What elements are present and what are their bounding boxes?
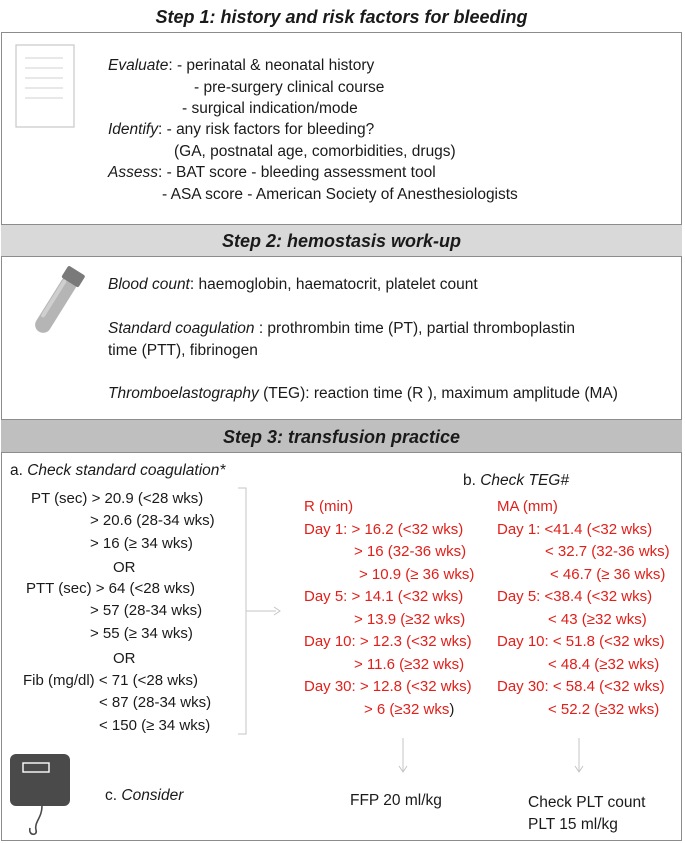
evaluate-line-2: - pre-surgery clinical course (194, 79, 385, 96)
blood-count-line: Blood count: haemoglobin, haematocrit, platelet count (108, 276, 478, 293)
coag-line: > 16 (≥ 34 wks) (90, 535, 193, 552)
evaluate-line-1: Evaluate: - perinatal & neonatal history (108, 57, 375, 74)
bracket-connector (236, 486, 286, 738)
blood-bag-icon (8, 752, 78, 838)
step2-title: Step 2: hemostasis work-up (1, 224, 682, 257)
r-line: > 10.9 (≥ 36 wks) (359, 566, 475, 583)
coag-line: > 57 (28-34 wks) (90, 602, 203, 619)
assess-line-1: Assess: - BAT score - bleeding assessment tool (108, 164, 436, 181)
r-line: Day 5: > 14.1 (<32 wks) (304, 588, 464, 605)
consider-heading: c. Consider (105, 787, 184, 804)
identify-line-2: (GA, postnatal age, comorbidities, drugs) (174, 143, 456, 160)
r-line: Day 10: > 12.3 (<32 wks) (304, 633, 472, 650)
coag-line: < 87 (28-34 wks) (99, 694, 212, 711)
teg-line: Thromboelastography (TEG): reaction time (R ), maximum amplitude (MA) (108, 385, 618, 402)
ma-line: MA (mm) (497, 498, 558, 515)
coag-or: OR (113, 650, 136, 667)
ma-line: < 48.4 (≥32 wks) (548, 656, 660, 673)
coag-line: Fib (mg/dl) < 71 (<28 wks) (23, 672, 199, 689)
coag-or: OR (113, 559, 136, 576)
r-line: > 13.9 (≥32 wks) (354, 611, 466, 628)
identify-line-1: Identify: - any risk factors for bleeding? (108, 121, 375, 138)
arrow-down-r (396, 738, 410, 776)
coag-line: > 20.6 (28-34 wks) (90, 512, 215, 529)
r-line: Day 1: > 16.2 (<32 wks) (304, 521, 464, 538)
plt-dose: PLT 15 ml/kg (528, 816, 618, 833)
ma-line: < 52.2 (≥32 wks) (548, 701, 660, 718)
coag-line: PTT (sec) > 64 (<28 wks) (26, 580, 195, 597)
test-tube-icon (20, 262, 90, 346)
arrow-down-ma (572, 738, 586, 776)
r-line: R (min) (304, 498, 354, 515)
ma-line: < 43 (≥32 wks) (548, 611, 647, 628)
ma-line: < 46.7 (≥ 36 wks) (550, 566, 666, 583)
r-line: > 11.6 (≥32 wks) (354, 656, 465, 673)
r-line: Day 30: > 12.8 (<32 wks) (304, 678, 472, 695)
ma-line: Day 30: < 58.4 (<32 wks) (497, 678, 665, 695)
evaluate-line-3: - surgical indication/mode (182, 100, 358, 117)
check-teg-heading: b. Check TEG# (463, 472, 569, 489)
ma-line: Day 5: <38.4 (<32 wks) (497, 588, 653, 605)
coag-line: PT (sec) > 20.9 (<28 wks) (31, 490, 204, 507)
ma-line: Day 10: < 51.8 (<32 wks) (497, 633, 665, 650)
coag-line: > 55 (≥ 34 wks) (90, 625, 193, 642)
check-standard-coag-heading: a. Check standard coagulation* (10, 462, 226, 479)
ffp-dose: FFP 20 ml/kg (350, 792, 442, 809)
r-line: > 6 (≥32 wks) (364, 701, 455, 718)
plt-check: Check PLT count (528, 794, 646, 811)
r-line: > 16 (32-36 wks) (354, 543, 467, 560)
ma-line: Day 1: <41.4 (<32 wks) (497, 521, 653, 538)
ma-line: < 32.7 (32-36 wks) (545, 543, 670, 560)
document-icon (15, 44, 77, 130)
coag-line: < 150 (≥ 34 wks) (99, 717, 211, 734)
step3-title: Step 3: transfusion practice (1, 419, 682, 453)
standard-coag-line-1: Standard coagulation : prothrombin time (PT), partial thromboplastin (108, 320, 575, 337)
step1-title: Step 1: history and risk factors for bleeding (1, 1, 682, 33)
assess-line-2: - ASA score - American Society of Anesthesiologists (162, 186, 518, 203)
standard-coag-line-2: time (PTT), fibrinogen (108, 342, 258, 359)
